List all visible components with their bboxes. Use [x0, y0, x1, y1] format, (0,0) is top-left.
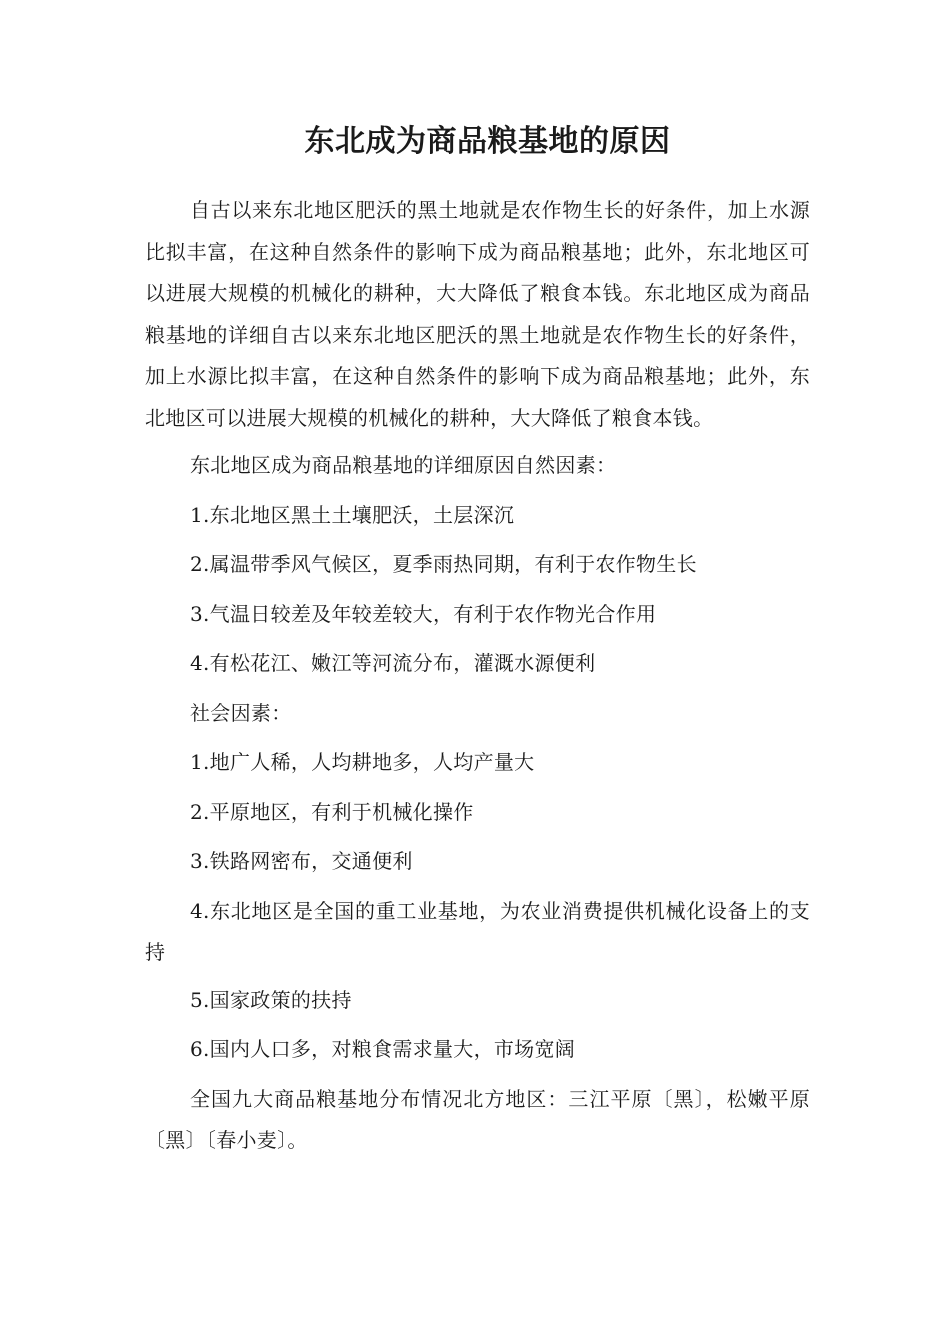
document-body — [145, 118, 810, 1168]
natural-factor-item: 4.有松花江、嫩江等河流分布，灌溉水源便利 — [190, 651, 596, 675]
social-factors-heading: 社会因素： — [190, 700, 292, 725]
closing-paragraph: 全国九大商品粮基地分布情况北方地区：三江平原〔黑〕，松嫩平原〔黑〕〔春小麦〕。 — [145, 1086, 810, 1152]
natural-factor-item: 1.东北地区黑土土壤肥沃，土层深沉 — [190, 502, 515, 527]
social-factor-item: 3.铁路网密布，交通便利 — [190, 849, 413, 873]
page-title: 东北成为商品粮基地的原因 — [304, 124, 671, 159]
social-factor-item: 1.地广人稀，人均耕地多，人均产量大 — [190, 750, 535, 774]
natural-factor-item: 3.气温日较差及年较差较大，有利于农作物光合作用 — [190, 601, 657, 626]
social-factor-item: 5.国家政策的扶持 — [190, 987, 352, 1012]
natural-factor-item: 2.属温带季风气候区，夏季雨热同期，有利于农作物生长 — [190, 552, 697, 576]
social-factor-item: 4.东北地区是全国的重工业基地，为农业消费提供机械化设备上的支持 — [145, 898, 810, 964]
social-factor-item: 6.国内人口多，对粮食需求量大，市场宽阔 — [190, 1037, 576, 1061]
natural-factors-heading: 东北地区成为商品粮基地的详细原因自然因素： — [190, 453, 617, 477]
social-factor-item: 2.平原地区，有利于机械化操作 — [190, 799, 474, 824]
intro-paragraph: 自古以来东北地区肥沃的黑土地就是农作物生长的好条件，加上水源比拟丰富，在这种自然条件的影响下成为商品粮基地；此外，东北地区可以进展大规模的机械化的耕种，大大降低了粮食本钱。东北地区成为商品粮基地的详细自古以来东北地区肥沃的黑土地就是农作物生长的好条件，加上水源比拟丰富，在这种自然条件的影响下成为商品粮基地；此外，东北地区可以进展大规模的机械化的耕种，大大降低了粮食本钱。 — [145, 198, 810, 430]
